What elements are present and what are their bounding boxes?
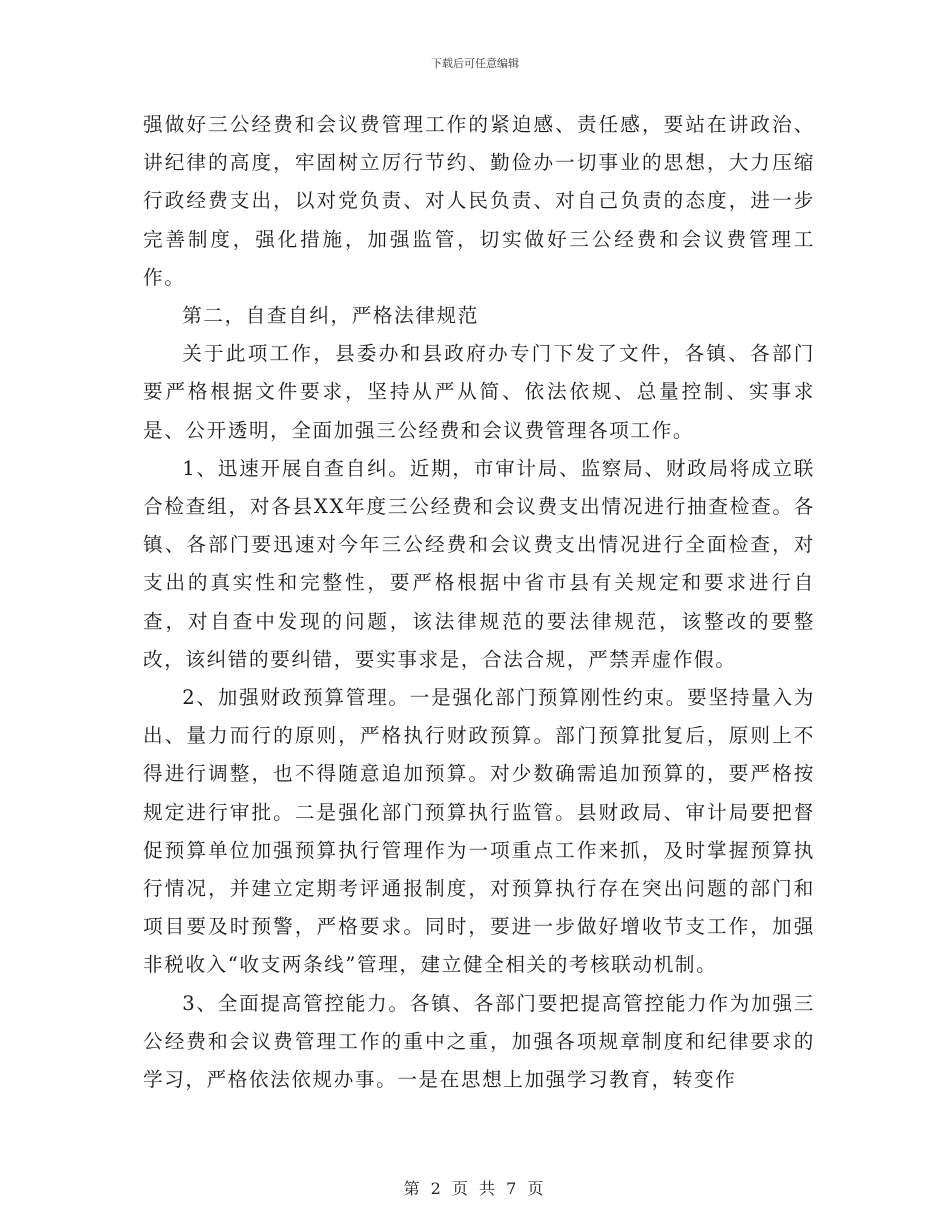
document-body [143, 106, 815, 1099]
page-header: 下载后可任意编辑 [431, 57, 519, 70]
page-number: 第 2 页 共 7 页 [403, 1179, 547, 1198]
section-heading: 第二，自查自纠，严格法律规范 [182, 304, 479, 328]
paragraph: 2、加强财政预算管理。一是强化部门预算刚性约束。要坚持量入为出、量力而行的原则，严格执行财政预算。部门预算批复后，原则上不得进行调整，也不得随意追加预算。对少数确需追加预算的，要严格按规定进行审批。二是强化部门预算执行监管。县财政局、审计局要把督促预算单位加强预算执行管理作为一项重点工作来抓，及时掌握预算执行情况，并建立定期考评通报制度，对预算执行存在突出问题的部门和项目要及时预警，严格要求。同时，要进一步做好增收节支工作，加强非税收入“收支两条线”管理，建立健全相关的考核联动机制。 [143, 686, 815, 977]
paragraph: 3、全面提高管控能力。各镇、各部门要把提高管控能力作为加强三公经费和会议费管理工作的重中之重，加强各项规章制度和纪律要求的学习，严格依法依规办事。一是在思想上加强学习教育，转变作 [143, 991, 815, 1092]
paragraph-continuation: 强做好三公经费和会议费管理工作的紧迫感、责任感，要站在讲政治、讲纪律的高度，牢固树立厉行节约、勤俭办一切事业的思想，大力压缩行政经费支出，以对党负责、对人民负责、对自己负责的态度，进一步完善制度，强化措施，加强监管，切实做好三公经费和会议费管理工作。 [143, 113, 815, 289]
paragraph: 关于此项工作，县委办和县政府办专门下发了文件，各镇、各部门要严格根据文件要求，坚持从严从简、依法依规、总量控制、实事求是、公开透明，全面加强三公经费和会议费管理各项工作。 [143, 342, 815, 442]
paragraph: 1、迅速开展自查自纠。近期，市审计局、监察局、财政局将成立联合检查组，对各县XX年度三公经费和会议费支出情况进行抽查检查。各镇、各部门要迅速对今年三公经费和会议费支出情况进行全面检查，对支出的真实性和完整性，要严格根据中省市县有关规定和要求进行自查，对自查中发现的问题，该法律规范的要法律规范，该整改的要整改，该纠错的要纠错，要实事求是，合法合规，严禁弄虚作假。 [143, 456, 815, 671]
